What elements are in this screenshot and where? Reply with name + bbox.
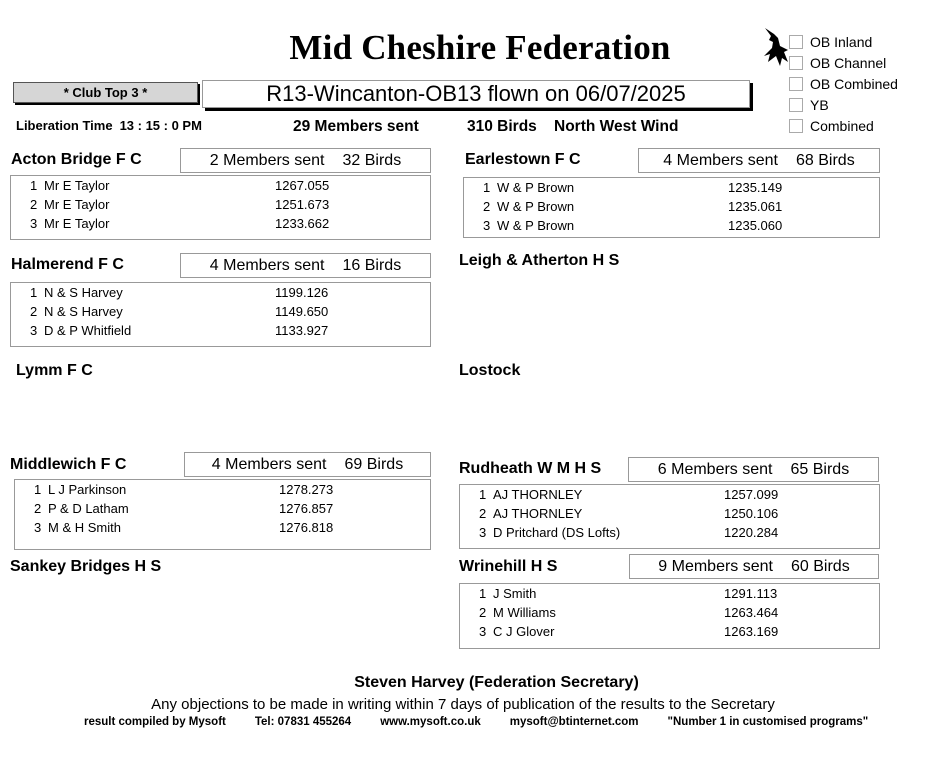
result-row: 1 Mr E Taylor 1267.055 (30, 178, 330, 193)
summary-members: 29 Members sent (293, 118, 419, 135)
category-ob-inland[interactable]: OB Inland (789, 31, 898, 52)
club-name: Lymm F C (16, 362, 93, 379)
pigeon-icon (760, 26, 790, 68)
credit-email[interactable]: mysoft@btinternet.com (509, 716, 639, 728)
summary-birds: 310 Birds (467, 118, 537, 135)
checkbox[interactable] (789, 56, 803, 70)
result-row: 2 P & D Latham 1276.857 (34, 501, 334, 516)
checkbox[interactable] (789, 35, 803, 49)
results-table (10, 175, 431, 240)
liberation-time: Liberation Time 13 : 15 : 0 PM (16, 118, 202, 133)
category-ob-combined[interactable]: OB Combined (789, 73, 898, 94)
result-row: 1 J Smith 1291.113 (479, 586, 778, 601)
club-sent-summary: 6 Members sent 65 Birds (628, 457, 879, 482)
club-name: Wrinehill H S (459, 558, 558, 575)
result-row: 2 N & S Harvey 1149.650 (30, 304, 329, 319)
club-sent-summary: 4 Members sent 69 Birds (184, 452, 431, 477)
result-row: 2 Mr E Taylor 1251.673 (30, 197, 330, 212)
result-row: 3 D & P Whitfield 1133.927 (30, 323, 329, 338)
results-table (459, 583, 880, 649)
result-row: 3 D Pritchard (DS Lofts) 1220.284 (479, 525, 779, 540)
result-row: 3 M & H Smith 1276.818 (34, 520, 334, 535)
club-name: Leigh & Atherton H S (459, 252, 620, 269)
secretary-name: Steven Harvey (Federation Secretary) (354, 674, 639, 691)
results-table (10, 282, 431, 347)
club-name: Acton Bridge F C (11, 151, 142, 168)
checkbox[interactable] (789, 119, 803, 133)
credit-website[interactable]: www.mysoft.co.uk (380, 716, 481, 728)
category-combined[interactable]: Combined (789, 115, 898, 136)
club-name: Earlestown F C (465, 151, 581, 168)
result-row: 2 M Williams 1263.464 (479, 605, 779, 620)
category-checklist (789, 31, 898, 136)
race-title: R13-Wincanton-OB13 flown on 06/07/2025 (202, 80, 750, 108)
credits-line (84, 716, 897, 728)
result-row: 2 W & P Brown 1235.061 (483, 199, 783, 214)
results-table (14, 479, 431, 550)
club-name: Sankey Bridges H S (10, 558, 162, 575)
credit-slogan: "Number 1 in customised programs" (667, 716, 869, 728)
club-top-badge: * Club Top 3 * (13, 82, 198, 103)
club-sent-summary: 9 Members sent 60 Birds (629, 554, 879, 579)
result-row: 3 C J Glover 1263.169 (479, 624, 779, 639)
summary-wind: North West Wind (554, 118, 679, 135)
credit-phone: Tel: 07831 455264 (254, 716, 352, 728)
club-sent-summary: 2 Members sent 32 Birds (180, 148, 431, 173)
checkbox[interactable] (789, 98, 803, 112)
result-row: 2 AJ THORNLEY 1250.106 (479, 506, 779, 521)
club-name: Halmerend F C (11, 256, 124, 273)
result-row: 1 L J Parkinson 1278.273 (34, 482, 334, 497)
club-name: Middlewich F C (10, 456, 127, 473)
page-title: Mid Cheshire Federation (289, 28, 671, 67)
credit-compiled: result compiled by Mysoft (84, 716, 226, 728)
results-table (463, 177, 880, 238)
category-ob-channel[interactable]: OB Channel (789, 52, 898, 73)
club-name: Lostock (459, 362, 521, 379)
category-yb[interactable]: YB (789, 94, 898, 115)
result-row: 3 Mr E Taylor 1233.662 (30, 216, 330, 231)
result-row: 3 W & P Brown 1235.060 (483, 218, 783, 233)
club-sent-summary: 4 Members sent 16 Birds (180, 253, 431, 278)
results-table (459, 484, 880, 549)
result-row: 1 W & P Brown 1235.149 (483, 180, 783, 195)
result-row: 1 AJ THORNLEY 1257.099 (479, 487, 779, 502)
result-row: 1 N & S Harvey 1199.126 (30, 285, 329, 300)
checkbox[interactable] (789, 77, 803, 91)
club-sent-summary: 4 Members sent 68 Birds (638, 148, 880, 173)
objections-notice: Any objections to be made in writing within 7 days of publication of the results to the Secretary (151, 696, 775, 713)
club-name: Rudheath W M H S (459, 460, 602, 477)
